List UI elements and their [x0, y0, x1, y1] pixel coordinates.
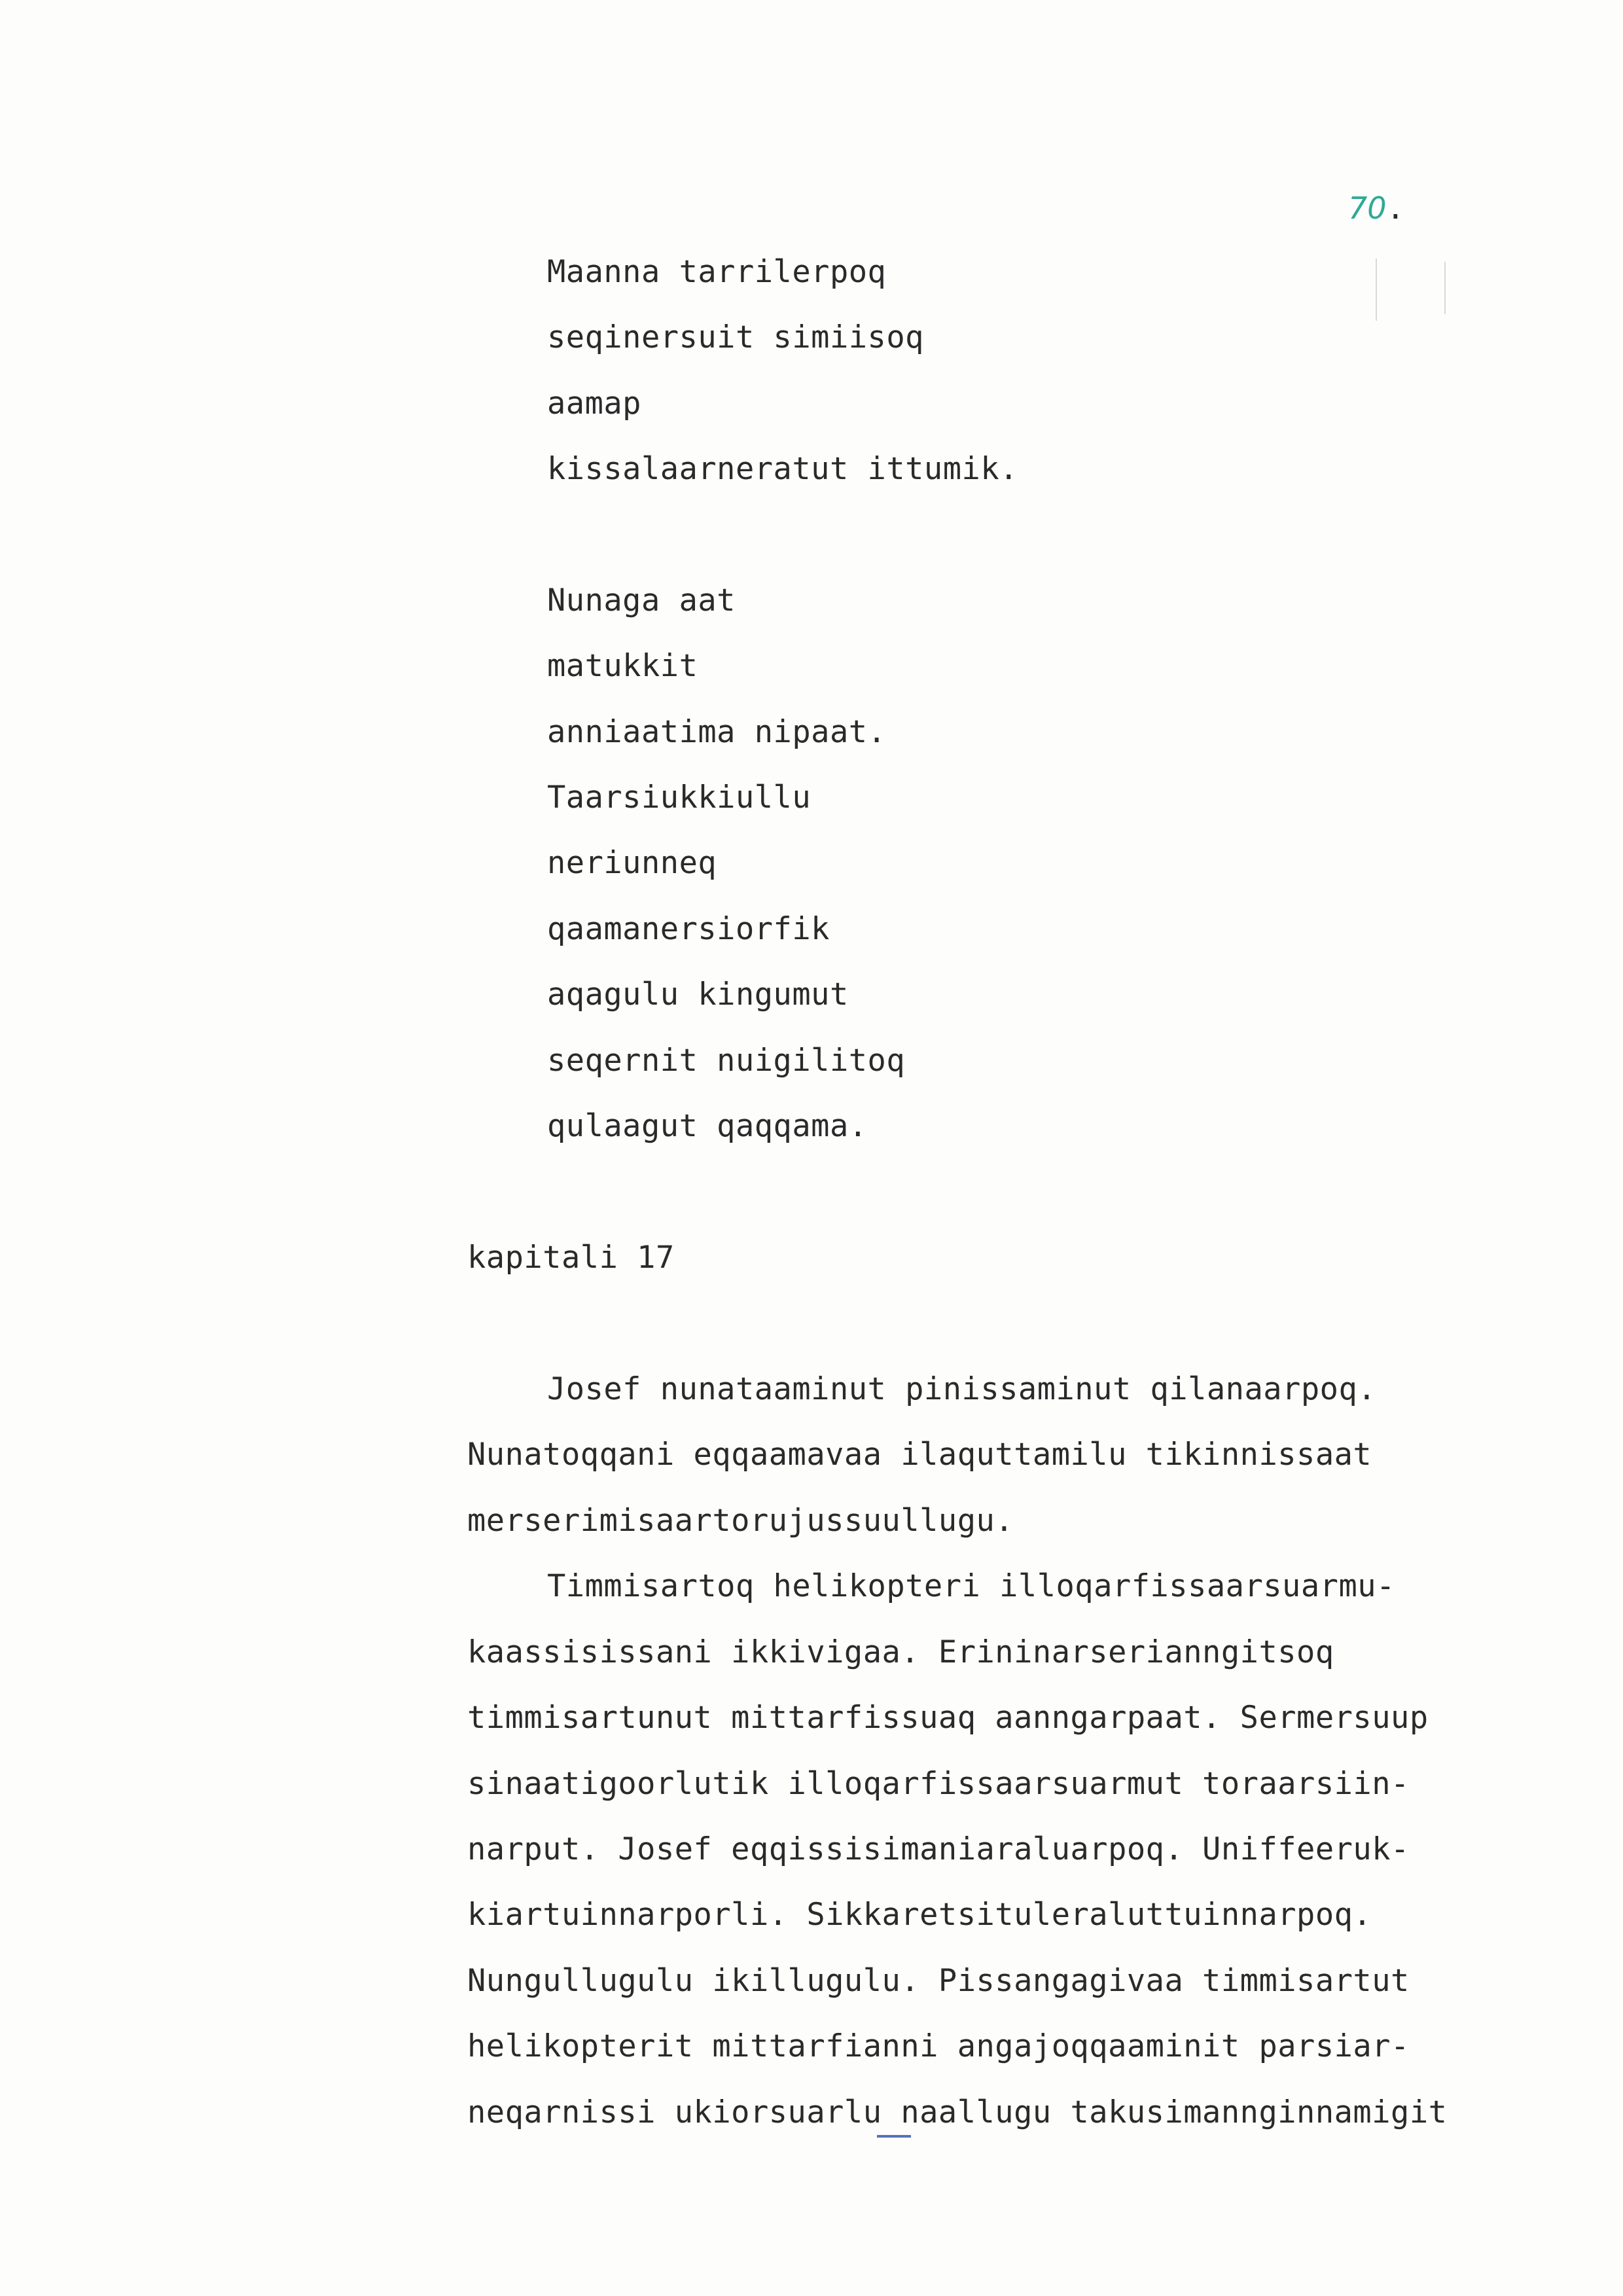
poem-line: Taarsiukkiullu: [547, 780, 812, 816]
paragraph-line: merserimisaartorujussuullugu.: [467, 1503, 1014, 1539]
poem-line: Maanna tarrilerpoq: [547, 254, 887, 290]
paragraph-line: kiartuinnarporli. Sikkaretsituleraluttuinnarpoq.: [467, 1897, 1372, 1933]
poem-line: anniaatima nipaat.: [547, 714, 887, 750]
scan-mark: [1444, 262, 1446, 314]
paragraph-line: Timmisartoq helikopteri illoqarfissaarsuarmu-: [547, 1568, 1395, 1604]
chapter-heading: kapitali 17: [467, 1240, 675, 1276]
paragraph-line: helikopterit mittarfianni angajoqqaaminit parsiar-: [467, 2028, 1410, 2064]
poem-line: seqinersuit simiisoq: [547, 319, 924, 355]
paragraph-line: timmisartunut mittarfissuaq aanngarpaat. Sermersuup: [467, 1700, 1429, 1736]
poem-line: Nunaga aat: [547, 583, 736, 619]
page-number: [1348, 190, 1404, 226]
page-number-suffix: .: [1386, 190, 1405, 226]
poem-line: kissalaarneratut ittumik.: [547, 451, 1018, 487]
poem-line: seqernit nuigilitoq: [547, 1043, 906, 1079]
paragraph-line: kaassisissani ikkivigaa. Erininarserianngitsoq: [467, 1634, 1334, 1670]
poem-line: matukkit: [547, 648, 698, 684]
poem-line: aamap: [547, 386, 641, 422]
scan-mark: [1376, 259, 1377, 321]
paragraph-line: Nunatoqqani eqqaamavaa ilaquttamilu tikinnissaat: [467, 1437, 1372, 1473]
poem-line: qaamanersiorfik: [547, 911, 830, 947]
poem-line: aqagulu kingumut: [547, 977, 849, 1013]
paragraph-line: Nungullugulu ikillugulu. Pissangagivaa timmisartut: [467, 1963, 1410, 1999]
paragraph-line: Josef nunataaminut pinissaminut qilanaarpoq.: [547, 1371, 1377, 1407]
poem-line: qulaagut qaqqama.: [547, 1108, 868, 1144]
paragraph-line: sinaatigoorlutik illoqarfissaarsuarmut toraarsiin-: [467, 1766, 1410, 1802]
handwritten-underline: [877, 2135, 911, 2138]
paragraph-line: narput. Josef eqqissisimaniaraluarpoq. Uniffeeruk-: [467, 1831, 1410, 1867]
poem-line: neriunneq: [547, 845, 717, 881]
paragraph-line: neqarnissi ukiorsuarlu naallugu takusimannginnamigit: [467, 2094, 1448, 2130]
page-number-value: 70: [1348, 190, 1387, 226]
